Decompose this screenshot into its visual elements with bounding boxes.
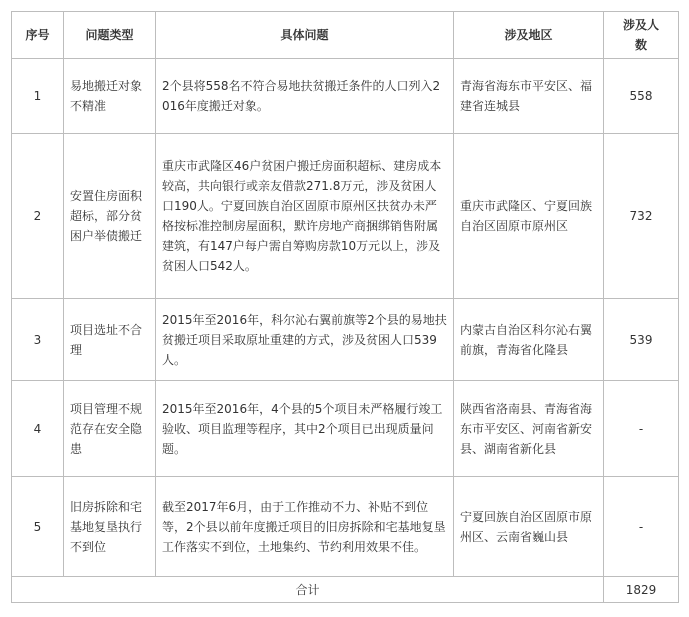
table-row [12, 59, 679, 134]
table-row [12, 299, 679, 381]
row-seq: 5 [12, 477, 64, 577]
total-count: 1829 [604, 577, 679, 603]
header-count: 涉及人数 [604, 12, 679, 59]
total-label: 合计 [12, 577, 604, 603]
header-type: 问题类型 [64, 12, 156, 59]
table-row [12, 381, 679, 477]
row-type: 易地搬迁对象不精准 [64, 59, 156, 134]
row-type: 旧房拆除和宅基地复垦执行不到位 [64, 477, 156, 577]
audit-issues-table [11, 11, 679, 603]
row-type: 安置住房面积超标，部分贫困户举债搬迁 [64, 134, 156, 299]
total-row [12, 577, 679, 603]
row-region: 宁夏回族自治区固原市原州区、云南省巍山县 [454, 477, 604, 577]
row-count: - [604, 477, 679, 577]
row-detail: 2015年至2016年，4个县的5个项目未严格履行竣工验收、项目监理等程序，其中2个项目已出现质量问题。 [156, 381, 454, 477]
table-row [12, 134, 679, 299]
row-count: - [604, 381, 679, 477]
header-detail: 具体问题 [156, 12, 454, 59]
row-seq: 2 [12, 134, 64, 299]
row-region: 陕西省洛南县、青海省海东市平安区、河南省新安县、湖南省新化县 [454, 381, 604, 477]
row-seq: 4 [12, 381, 64, 477]
row-region: 重庆市武隆区、宁夏回族自治区固原市原州区 [454, 134, 604, 299]
row-seq: 3 [12, 299, 64, 381]
row-type: 项目管理不规范存在安全隐患 [64, 381, 156, 477]
row-count: 558 [604, 59, 679, 134]
table-row [12, 477, 679, 577]
header-region: 涉及地区 [454, 12, 604, 59]
row-region: 内蒙古自治区科尔沁右翼前旗，青海省化隆县 [454, 299, 604, 381]
row-detail: 截至2017年6月，由于工作推动不力、补贴不到位等，2个县以前年度搬迁项目的旧房拆除和宅基地复垦工作落实不到位，土地集约、节约利用效果不佳。 [156, 477, 454, 577]
row-count: 539 [604, 299, 679, 381]
row-detail: 重庆市武隆区46户贫困户搬迁房面积超标、建房成本较高，共向银行或亲友借款271.8万元，涉及贫困人口190人。宁夏回族自治区固原市原州区扶贫办未严格按标准控制房屋面积，默许房地产商捆绑销售附属建筑，有147户每户需自筹购房款10万元以上，涉及贫困人口542人。 [156, 134, 454, 299]
row-seq: 1 [12, 59, 64, 134]
header-row [12, 12, 679, 59]
row-region: 青海省海东市平安区、福建省连城县 [454, 59, 604, 134]
row-detail: 2015年至2016年，科尔沁右翼前旗等2个县的易地扶贫搬迁项目采取原址重建的方式，涉及贫困人口539人。 [156, 299, 454, 381]
row-type: 项目选址不合理 [64, 299, 156, 381]
row-count: 732 [604, 134, 679, 299]
header-seq: 序号 [12, 12, 64, 59]
row-detail: 2个县将558名不符合易地扶贫搬迁条件的人口列入2016年度搬迁对象。 [156, 59, 454, 134]
